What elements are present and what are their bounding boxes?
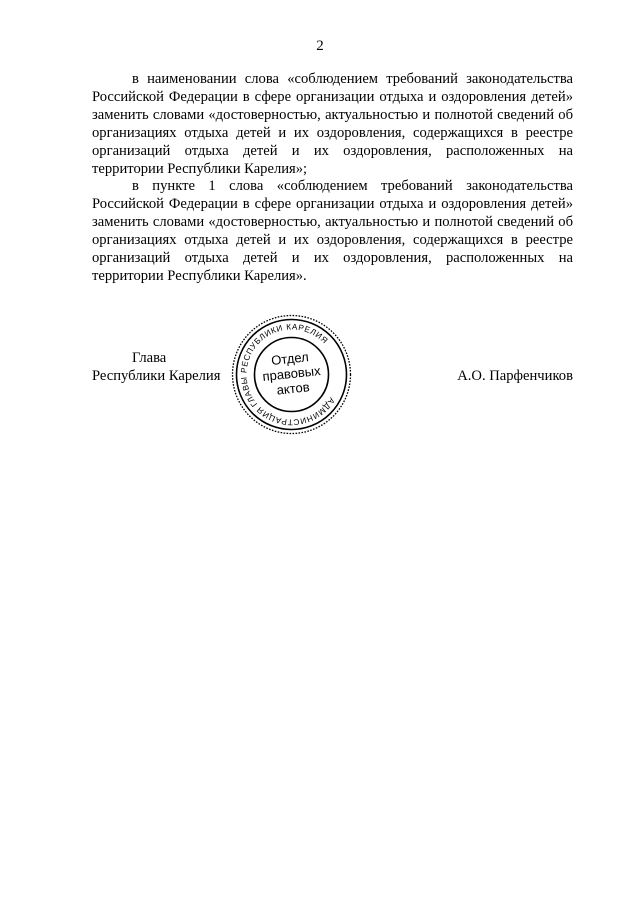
- stamp-center-line2: правовых: [261, 362, 322, 385]
- signatory-title-line2: Республики Карелия: [92, 367, 221, 384]
- paragraph-title-amendment: в наименовании слова «соблюдением требований законодательства Российской Федерации в сфере организации отдыха и оздоровления детей» заменить словами «достоверностью, актуальностью и полнотой сведений об организациях отдыха детей и их оздоровления, содержащихся в реестре организаций отдыха детей и их оздоровления, расположенных на территории Республики Карелия»;: [92, 71, 573, 177]
- stamp-ring-text: АДМИНИСТРАЦИЯ ГЛАВЫ РЕСПУБЛИКИ КАРЕЛИЯ: [239, 322, 337, 427]
- paragraph-point-1-amendment: в пункте 1 слова «соблюдением требований законодательства Российской Федерации в сфере организации отдыха и оздоровления детей» заменить словами «достоверностью, актуальностью и полнотой сведений об организациях отдыха детей и их оздоровления, содержащихся в реестре организаций отдыха детей и их оздоровления, расположенных на территории Республики Карелия».: [92, 178, 573, 284]
- stamp-center-text: [255, 337, 329, 411]
- page-number: 2: [316, 38, 324, 54]
- document-body: [92, 71, 573, 286]
- signatory-name: А.О. Парфенчиков: [457, 368, 573, 384]
- signatory-title-line1: Глава: [132, 350, 167, 366]
- stamp-center-line3: актов: [275, 379, 311, 398]
- official-stamp: [229, 312, 354, 437]
- stamp-center-line1: Отдел: [270, 349, 310, 369]
- signatory-title: [92, 350, 220, 386]
